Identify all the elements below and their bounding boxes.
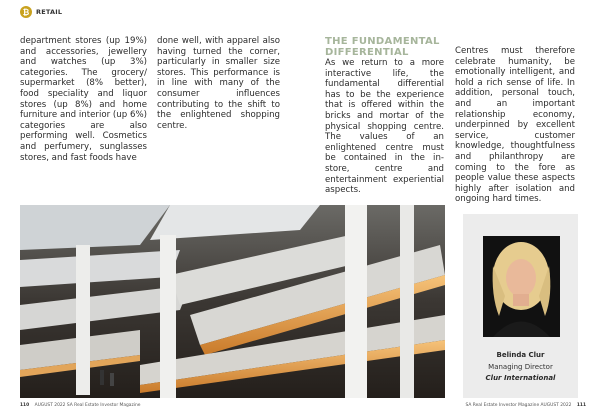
author-bio-card — [463, 214, 578, 398]
page-number-left: 110 — [20, 403, 30, 408]
mall-interior-illustration — [20, 205, 445, 398]
author-company: Clur International — [485, 374, 556, 382]
page-number-right: 111 — [576, 403, 586, 408]
author-title: Managing Director — [488, 363, 553, 371]
paragraph: department stores (up 19%) and accessories, jewellery and watches (up 3%) categories. The grocery/ supermarket (8% better), food speciality and liquor stores (up 8%) and home furniture and interior (up 6%) categories are also performing well. Cosmetics and perfumery, sunglasses stores, and fast foods have — [20, 36, 147, 163]
author-portrait — [483, 236, 560, 337]
coin-icon: ₿ — [20, 6, 32, 18]
article-column-3 — [325, 58, 444, 196]
portrait-illustration — [483, 236, 560, 337]
section-heading: THE FUNDAMENTAL DIFFERENTIAL — [325, 36, 440, 58]
paragraph: As we return to a more interactive life, the fundamental differential has to be the experience that is offered within the bricks and mortar of the physical shopping centre. The values of an enlightened centre must be contained in the in-store, centre and entertainment experiential aspects. — [325, 58, 444, 196]
section-label: RETAIL — [36, 8, 63, 16]
footer-right-text: SA Real Estate Investor Magazine AUGUST 2022 — [465, 403, 572, 408]
footer-right — [465, 403, 586, 408]
page-header — [20, 4, 62, 20]
paragraph: Centres must therefore celebrate humanity, be emotionally intelligent, and hold a rich sense of life. In addition, personal touch, and an important relationship economy, underpinned by excellent service, customer knowledge, thoughtfulness and philanthropy are coming to the fore as people value these aspects highly after isolation and ongoing hard times. — [455, 46, 575, 205]
paragraph: done well, with apparel also having turned the corner, particularly in smaller size stores. This performance is in line with many of the consumer influences contributing to the shift to the enlightened shopping centre. — [157, 36, 280, 131]
mall-interior-photo — [20, 205, 445, 398]
footer-left — [20, 403, 141, 408]
footer-left-text: AUGUST 2022 SA Real Estate Investor Magazine — [34, 403, 141, 408]
article-column-4 — [455, 46, 575, 205]
article-column-2 — [157, 36, 280, 131]
author-name: Belinda Clur — [496, 351, 545, 359]
article-column-1 — [20, 36, 147, 163]
